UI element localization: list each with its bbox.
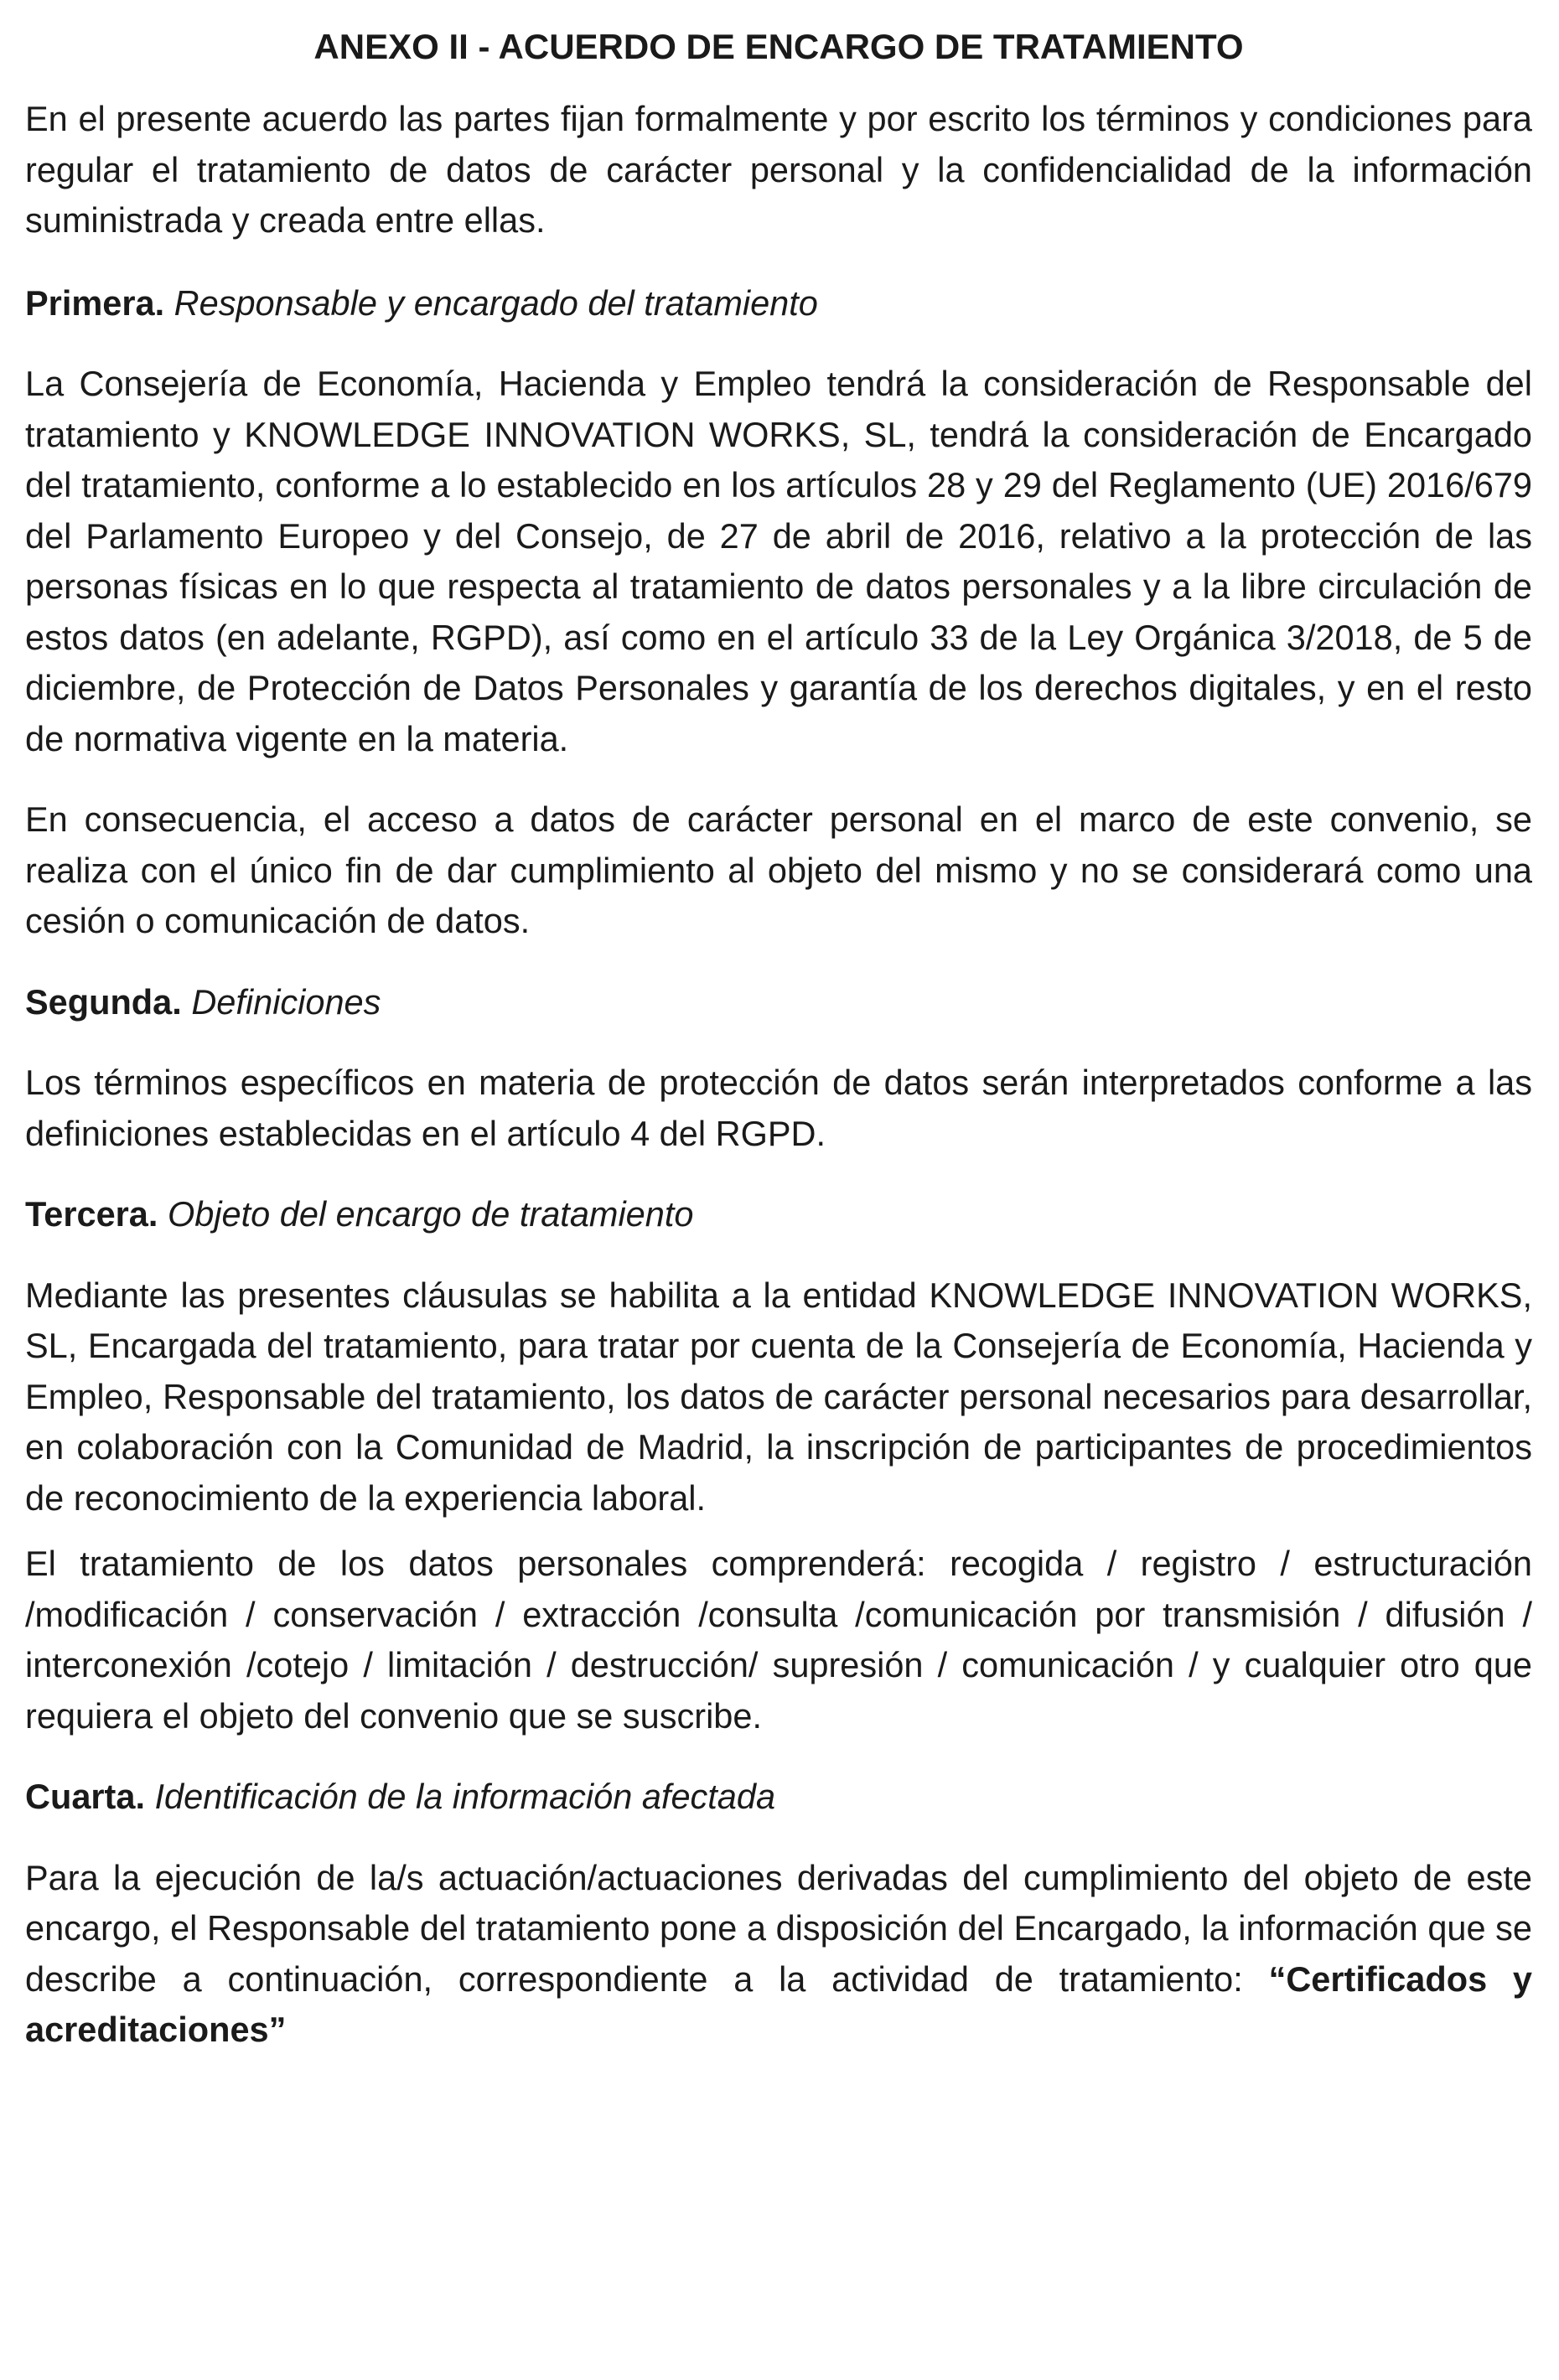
section-heading-primera: [25, 278, 1532, 329]
section-number: Segunda.: [25, 981, 182, 1022]
section-name: Objeto del encargo de tratamiento: [167, 1194, 694, 1234]
section-paragraph: En consecuencia, el acceso a datos de carácter personal en el marco de este convenio, se realiza con el único fin de dar cumplimiento al objeto del mismo y no se considerará como una cesión o comunicación de datos.: [25, 799, 1532, 940]
section-name: Responsable y encargado del tratamiento: [174, 282, 818, 323]
treatment-activity-name: “Certificados y acreditaciones”: [25, 1958, 1533, 2049]
section-name: Definiciones: [191, 981, 381, 1022]
section-paragraph: La Consejería de Economía, Hacienda y Empleo tendrá la consideración de Responsable del tratamiento y KNOWLEDGE INNOVATION WORKS, SL, tendrá la consideración de Encargado del tratamiento, conforme a lo establecido en los artículos 28 y 29 del Reglamento (UE) 2016/679 del Parlamento Europeo y del Consejo, de 27 de abril de 2016, relativo a la protección de las personas físicas en lo que respecta al tratamiento de datos personales y a la libre circulación de estos datos (en adelante, RGPD), así como en el artículo 33 de la Ley Orgánica 3/2018, de 5 de diciembre, de Protección de Datos Personales y garantía de los derechos digitales, y en el resto de normativa vigente en la materia.: [25, 364, 1532, 758]
section-heading-segunda: [25, 977, 1532, 1028]
section-paragraph: El tratamiento de los datos personales comprenderá: recogida / registro / estructuración /modificación / conservación / extracción /consulta /comunicación por transmisión / difusión / interconexión /cotejo / limitación / destrucción/ supresión / comunicación / y cualquier otro que requiera el objeto del convenio que se suscribe.: [25, 1544, 1532, 1736]
section-paragraph-text: Para la ejecución de la/s actuación/actuaciones derivadas del cumplimiento del objeto de este encargo, el Responsable del tratamiento pone a disposición del Encargado, la información que se describe a continuación, correspondiente a la actividad de tratamiento:: [25, 1857, 1532, 1999]
document-page: [25, 23, 1532, 2056]
section-paragraph: [25, 1853, 1532, 2056]
section-number: Primera.: [25, 282, 165, 323]
section-number: Cuarta.: [25, 1777, 145, 1816]
intro-paragraph: En el presente acuerdo las partes fijan formalmente y por escrito los términos y condiciones para regular el tratamiento de datos de carácter personal y la confidencialidad de la información suministrada y creada entre ellas.: [25, 99, 1532, 240]
section-name: Identificación de la información afectada: [154, 1777, 776, 1816]
section-heading-tercera: [25, 1189, 1532, 1240]
section-paragraph: Mediante las presentes cláusulas se habilita a la entidad KNOWLEDGE INNOVATION WORKS, SL, Encargada del tratamiento, para tratar por cuenta de la Consejería de Economía, Hacienda y Empleo, Responsable del tratamiento, los datos de carácter personal necesarios para desarrollar, en colaboración con la Comunidad de Madrid, la inscripción de participantes de procedimientos de reconocimiento de la experiencia laboral.: [25, 1275, 1532, 1518]
section-heading-cuarta: [25, 1772, 1532, 1823]
section-number: Tercera.: [25, 1194, 158, 1234]
document-title: ANEXO II - ACUERDO DE ENCARGO DE TRATAMIENTO: [313, 27, 1244, 66]
section-paragraph: Los términos específicos en materia de protección de datos serán interpretados conforme a las definiciones establecidas en el artículo 4 del RGPD.: [25, 1063, 1532, 1153]
